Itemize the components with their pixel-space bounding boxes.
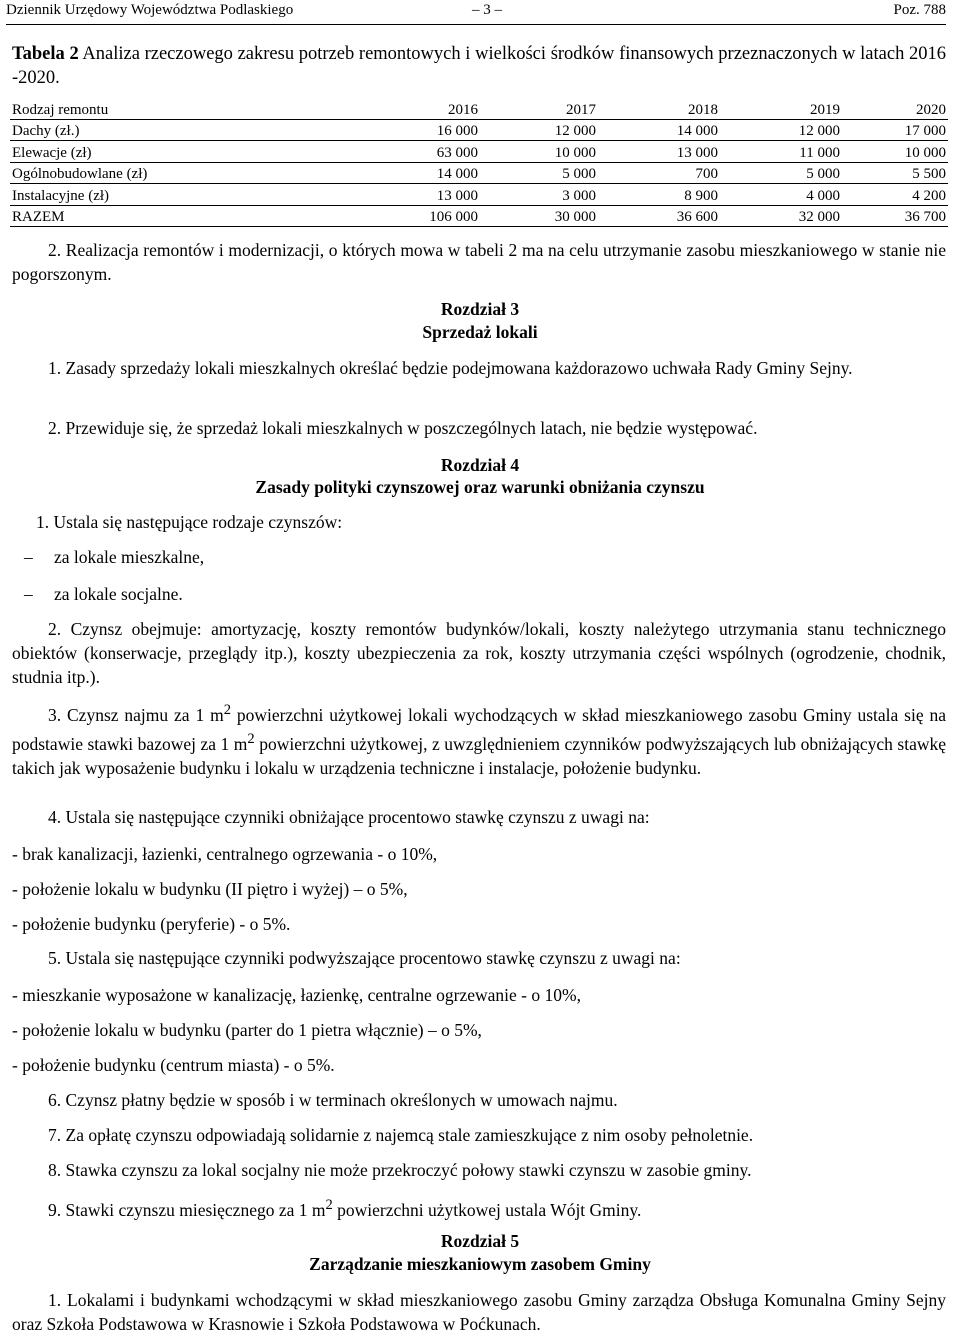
table-row bbox=[10, 205, 948, 227]
dash-marker: – bbox=[24, 547, 33, 567]
chapter-4-paragraph-1: 1. Ustala się następujące rodzaje czynszów: bbox=[36, 512, 343, 532]
table-row bbox=[10, 184, 948, 206]
row-label: RAZEM bbox=[10, 205, 360, 227]
chapter-4-paragraph-7: 7. Za opłatę czynszu odpowiadają solidarnie z najemcą stale zamieszkujące z nim osoby pełnoletnie. bbox=[48, 1125, 754, 1145]
table-cell: 8 900 bbox=[598, 184, 720, 206]
increase-item: - położenie budynku (centrum miasta) - o 5%. bbox=[12, 1055, 335, 1075]
superscript: 2 bbox=[247, 730, 255, 747]
table-row bbox=[10, 141, 948, 163]
table-row bbox=[10, 162, 948, 184]
table-cell: 63 000 bbox=[360, 141, 480, 163]
chapter-4-paragraph-4: 4. Ustala się następujące czynniki obniżające procentowo stawkę czynszu z uwagi na: bbox=[48, 807, 650, 827]
chapter-3-paragraph-1: 1. Zasady sprzedaży lokali mieszkalnych określać będzie podejmowana każdorazowo uchwała Rady Gminy Sejny. bbox=[48, 358, 853, 378]
table-cell: 3 000 bbox=[480, 184, 598, 206]
paragraph-realizacja: 2. Realizacja remontów i modernizacji, o których mowa w tabeli 2 ma na celu utrzymanie zasobu mieszkaniowego w stanie nie pogorszonym. bbox=[12, 240, 946, 284]
superscript: 2 bbox=[223, 702, 231, 718]
table-row bbox=[10, 119, 948, 141]
reduction-item: - położenie lokalu w budynku (II piętro i wyżej) – o 5%, bbox=[12, 879, 408, 899]
increase-item: - mieszkanie wyposażone w kanalizację, łazienkę, centralne ogrzewanie - o 10%, bbox=[12, 985, 581, 1005]
p9-text-a: 9. Stawki czynszu miesięcznego za 1 m bbox=[48, 1199, 326, 1220]
p3-text-c: powierzchni użytkowej, z uwzględnieniem czynników podwyższających lub obniżających stawkę takich jak wyposażenie budynku i lokalu w urządzenia techniczne i instalacje, położenie budynku. bbox=[12, 733, 946, 778]
list-item bbox=[24, 545, 204, 569]
table-cell: 17 000 bbox=[842, 119, 948, 141]
increase-item: - położenie lokalu w budynku (parter do 1 pietra włącznie) – o 5%, bbox=[12, 1020, 482, 1040]
chapter-4-paragraph-3 bbox=[12, 698, 946, 780]
table-caption-label: Tabela 2 bbox=[12, 44, 79, 64]
table-cell: 12 000 bbox=[480, 119, 598, 141]
column-header-year: 2020 bbox=[842, 98, 948, 119]
chapter-5-subtitle: Zarządzanie mieszkaniowym zasobem Gminy bbox=[309, 1254, 651, 1274]
chapter-4-paragraph-8: 8. Stawka czynszu za lokal socjalny nie może przekroczyć połowy stawki czynszu w zasobie gminy. bbox=[48, 1160, 752, 1180]
chapter-4-title bbox=[0, 453, 960, 477]
chapter-4-paragraph-5: 5. Ustala się następujące czynniki podwyższające procentowo stawkę czynszu z uwagi na: bbox=[48, 948, 681, 968]
table-cell: 36 700 bbox=[842, 205, 948, 227]
p3-text-b: powierzchni użytkowej lokali wychodzących w skład mieszkaniowego zasobu Gminy ustala się na podstawie stawki bazowej za 1 m bbox=[12, 704, 946, 754]
chapter-5-paragraph-1: 1. Lokalami i budynkami wchodzącymi w skład mieszkaniowego zasobu Gminy zarządza Obsługa Komunalna Gminy Sejny oraz Szkoła Podstawowa w Krasnowie i Szkoła Podstawowa w Poćkunach. bbox=[12, 1290, 946, 1334]
p9-text-b: powierzchni użytkowej ustala Wójt Gminy. bbox=[332, 1199, 642, 1220]
reduction-item: - brak kanalizacji, łazienki, centralnego ogrzewania - o 10%, bbox=[12, 844, 438, 864]
table-cell: 12 000 bbox=[720, 119, 842, 141]
column-header-type: Rodzaj remontu bbox=[10, 98, 360, 119]
chapter-4-paragraph-9 bbox=[12, 1193, 946, 1222]
row-label: Instalacyjne (zł) bbox=[10, 184, 360, 206]
column-header-year: 2017 bbox=[480, 98, 598, 119]
table-caption bbox=[12, 42, 946, 90]
table-cell: 10 000 bbox=[480, 141, 598, 163]
column-header-year: 2019 bbox=[720, 98, 842, 119]
table-cell: 10 000 bbox=[842, 141, 948, 163]
list-item-text: za lokale mieszkalne, bbox=[54, 547, 205, 567]
table-header-row bbox=[10, 98, 948, 119]
p3-text-a: 3. Czynsz najmu za 1 m bbox=[48, 704, 224, 725]
chapter-3-subtitle: Sprzedaż lokali bbox=[422, 322, 538, 342]
column-header-year: 2016 bbox=[360, 98, 480, 119]
chapter-4-subtitle: Zasady polityki czynszowej oraz warunki obniżania czynszu bbox=[255, 477, 705, 497]
table-cell: 700 bbox=[598, 162, 720, 184]
chapter-5-title: Rozdział 5 bbox=[440, 1231, 520, 1251]
table-cell: 4 000 bbox=[720, 184, 842, 206]
header-divider bbox=[6, 24, 946, 25]
table-cell: 106 000 bbox=[360, 205, 480, 227]
page-number: – 3 – bbox=[472, 2, 502, 18]
table-cell: 4 200 bbox=[842, 184, 948, 206]
table-cell: 5 000 bbox=[720, 162, 842, 184]
page-header bbox=[6, 0, 946, 24]
table-cell: 14 000 bbox=[360, 162, 480, 184]
journal-title: Dziennik Urzędowy Województwa Podlaskiego bbox=[6, 2, 294, 18]
row-label: Elewacje (zł) bbox=[10, 141, 360, 163]
table-cell: 11 000 bbox=[720, 141, 842, 163]
table-cell: 16 000 bbox=[360, 119, 480, 141]
position-number: Poz. 788 bbox=[893, 2, 946, 18]
list-item bbox=[24, 582, 183, 606]
table-cell: 36 600 bbox=[598, 205, 720, 227]
list-item-text: za lokale socjalne. bbox=[54, 584, 183, 604]
row-label: Ogólnobudowlane (zł) bbox=[10, 162, 360, 184]
chapter-4-paragraph-6: 6. Czynsz płatny będzie w sposób i w terminach określonych w umowach najmu. bbox=[48, 1090, 618, 1110]
reduction-item: - położenie budynku (peryferie) - o 5%. bbox=[12, 914, 291, 934]
table-cell: 5 000 bbox=[480, 162, 598, 184]
chapter-3-title: Rozdział 3 bbox=[440, 299, 520, 319]
table-cell: 30 000 bbox=[480, 205, 598, 227]
table-cell: 32 000 bbox=[720, 205, 842, 227]
chapter-4-title-text: Rozdział 4 bbox=[440, 455, 520, 475]
table-cell: 14 000 bbox=[598, 119, 720, 141]
table-cell: 5 500 bbox=[842, 162, 948, 184]
dash-marker: – bbox=[24, 584, 33, 604]
table-cell: 13 000 bbox=[360, 184, 480, 206]
repairs-table bbox=[10, 98, 948, 227]
chapter-3-paragraph-2: 2. Przewiduje się, że sprzedaż lokali mieszkalnych w poszczególnych latach, nie będzie występować. bbox=[48, 418, 758, 438]
chapter-4-paragraph-2: 2. Czynsz obejmuje: amortyzację, koszty remontów budynków/lokali, koszty należytego utrzymania stanu technicznego obiektów (konserwacje, przeglądy itp.), koszty ubezpieczenia za rok, koszty utrzymania części wspólnych (ogrodzenie, chodnik, studnia itp.). bbox=[12, 619, 946, 687]
table-caption-text: Analiza rzeczowego zakresu potrzeb remontowych i wielkości środków finansowych przeznaczonych w latach 2016 -2020. bbox=[12, 44, 947, 88]
table-cell: 13 000 bbox=[598, 141, 720, 163]
superscript: 2 bbox=[325, 1197, 333, 1213]
row-label: Dachy (zł.) bbox=[10, 119, 360, 141]
column-header-year: 2018 bbox=[598, 98, 720, 119]
